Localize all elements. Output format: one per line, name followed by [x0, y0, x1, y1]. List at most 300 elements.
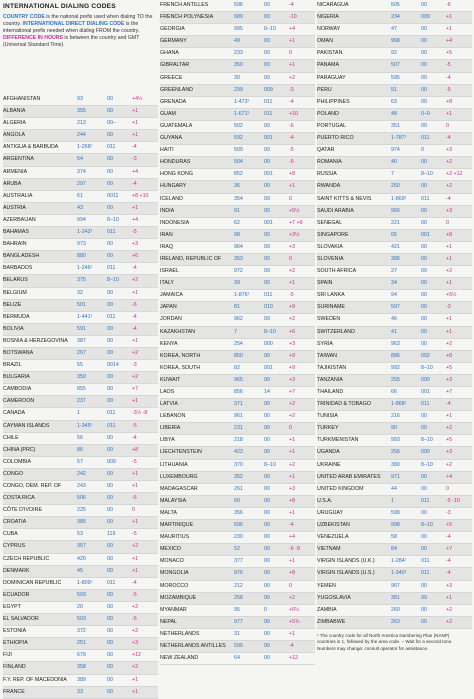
country-name: FIJI — [3, 652, 12, 659]
hour-difference: +2 — [289, 401, 296, 408]
country-name: GUATEMALA — [160, 122, 193, 129]
country-name: ESTONIA — [3, 628, 27, 635]
country-code: 56 — [77, 434, 83, 441]
country-name: FINLAND — [3, 664, 26, 671]
idd-code: 00 — [264, 570, 270, 577]
table-row — [317, 48, 472, 60]
table-row — [160, 435, 315, 447]
country-code: 504 — [234, 159, 243, 166]
idd-code: 00 — [421, 606, 427, 613]
table-row — [160, 36, 315, 48]
hour-difference: +1 — [132, 132, 139, 139]
idd-code: 00 — [107, 555, 113, 562]
table-row — [160, 0, 315, 12]
idd-code: 001 — [264, 364, 273, 371]
table-row — [3, 239, 158, 251]
country-code: 45 — [77, 567, 83, 574]
country-name: NETHERLANDS — [160, 630, 200, 637]
country-code: 260 — [391, 606, 400, 613]
country-name: F.Y. REP. OF MACEDONIA — [3, 676, 67, 683]
country-code: 1-473¹ — [234, 98, 250, 105]
table-row — [3, 94, 158, 106]
country-code: 852 — [234, 171, 243, 178]
idd-code: 00 — [107, 434, 113, 441]
idd-code: 001 — [264, 219, 273, 226]
idd-code: 0014 — [107, 362, 119, 369]
idd-code: 00 — [107, 483, 113, 489]
country-name: SINGAPORE — [317, 231, 349, 238]
country-name: VENEZUELA — [317, 534, 349, 541]
country-code: 20 — [77, 603, 83, 610]
hour-difference: +2 — [132, 277, 139, 284]
table-row — [160, 169, 315, 181]
idd-code: 00 — [107, 567, 113, 574]
hour-difference: +2 — [289, 268, 296, 275]
idd-code: 00 — [107, 108, 113, 115]
idd-code: 00 — [107, 253, 113, 260]
idd-code: 010 — [264, 304, 273, 311]
hour-difference: -5 — [132, 229, 137, 236]
table-row — [3, 529, 158, 541]
country-code: 502 — [234, 122, 243, 129]
table-row — [3, 469, 158, 481]
country-name: PORTUGAL — [317, 122, 347, 129]
hour-difference: +1 — [289, 183, 296, 190]
country-name: TUNISIA — [317, 413, 338, 420]
country-name: EGYPT — [3, 603, 21, 610]
table-row — [317, 399, 472, 411]
country-name: NIGERIA — [317, 14, 339, 21]
country-name: SAINT KITTS & NEVIS — [317, 195, 372, 202]
country-name: PHILIPPINES — [317, 98, 350, 105]
country-code: 1-809¹ — [77, 579, 93, 586]
hour-difference: +2 — [132, 664, 139, 671]
country-code: 255 — [391, 376, 400, 383]
table-row — [317, 85, 472, 97]
country-name: HONG KONG — [160, 171, 193, 178]
country-code: 58 — [391, 534, 397, 541]
country-name: PUERTO RICO — [317, 135, 354, 142]
table-row — [160, 48, 315, 60]
idd-code: 00 — [421, 509, 427, 516]
idd-code: 011 — [107, 229, 116, 236]
idd-code: 00 — [107, 676, 113, 683]
hour-difference: -5 — [132, 422, 137, 429]
table-row — [3, 348, 158, 360]
table-row — [3, 179, 158, 191]
table-row — [160, 266, 315, 278]
country-code: 244 — [77, 132, 86, 139]
country-name: SAUDI ARABIA — [317, 207, 354, 214]
hour-difference: -3½ -8 — [132, 410, 148, 417]
idd-code: 00 — [264, 268, 270, 275]
table-row — [3, 457, 158, 469]
idd-code: 011 — [421, 401, 430, 408]
idd-code: 00 — [421, 473, 427, 480]
table-row — [3, 300, 158, 312]
country-name: INDONESIA — [160, 219, 190, 226]
idd-code: 00 — [107, 156, 113, 163]
hour-difference: +1 — [446, 26, 453, 33]
hour-difference: +8 — [132, 446, 139, 453]
country-code: 386 — [391, 255, 400, 262]
idd-code: 00 — [264, 243, 270, 250]
table-row — [317, 593, 472, 605]
hour-difference: +1 — [446, 316, 453, 323]
table-row — [317, 24, 472, 36]
country-name: ETHIOPIA — [3, 640, 28, 647]
country-code: 261 — [234, 485, 243, 492]
country-name: DOMINICAN REPUBLIC — [3, 579, 62, 586]
country-code: 595 — [391, 74, 400, 81]
hour-difference: +9 — [289, 304, 296, 311]
idd-code: 00 — [264, 509, 270, 516]
hour-difference: +2 — [446, 340, 453, 347]
table-row — [3, 445, 158, 457]
hour-difference: +4 — [289, 534, 296, 541]
country-name: RWANDA — [317, 183, 341, 190]
table-row — [3, 154, 158, 166]
country-name: UNITED KINGDOM — [317, 485, 364, 492]
hour-difference: 0 — [289, 582, 292, 589]
table-row — [160, 496, 315, 508]
idd-code: 00 — [107, 337, 113, 344]
hour-difference: -6 — [289, 159, 294, 166]
country-code: 39 — [234, 280, 240, 287]
hour-difference: +1 — [132, 567, 139, 574]
country-code: 213 — [77, 120, 86, 127]
country-code: 1 — [391, 497, 394, 504]
hour-difference: -5 — [132, 531, 137, 538]
country-name: KOREA, NORTH — [160, 352, 201, 359]
hour-difference: +7 — [289, 389, 296, 395]
idd-code: 00 — [264, 401, 270, 408]
country-name: RUSSIA — [317, 171, 337, 178]
country-code: 420 — [77, 555, 86, 562]
country-code: 1-246¹ — [77, 265, 93, 272]
table-row — [3, 541, 158, 553]
country-name: INDIA — [160, 207, 175, 214]
country-name: BAHRAIN — [3, 241, 27, 248]
country-code: 46 — [391, 316, 397, 323]
table-row — [3, 602, 158, 614]
country-name: MARTINIQUE — [160, 522, 194, 529]
hour-difference: 0 — [446, 485, 449, 492]
idd-code: 00 — [264, 376, 270, 383]
hour-difference: +1 — [132, 398, 139, 405]
hour-difference: +4 — [132, 168, 139, 175]
idd-code: 00 — [264, 62, 270, 69]
country-name: ECUADOR — [3, 591, 30, 598]
country-name: ITALY — [160, 280, 174, 287]
country-code: 250 — [391, 183, 400, 190]
country-code: 966 — [391, 207, 400, 214]
country-name: U.S.A. — [317, 497, 333, 504]
rows-col-1 — [3, 94, 158, 699]
hour-difference: +5¾ — [289, 618, 300, 625]
country-name: BELGIUM — [3, 289, 27, 296]
country-code: 1-284¹ — [391, 558, 407, 565]
hour-difference: +1 — [446, 14, 453, 21]
idd-code: 001 — [264, 171, 273, 178]
idd-code: 00 — [107, 168, 113, 175]
column-3 — [317, 0, 472, 652]
idd-code: 0 — [264, 606, 267, 613]
country-code: 86 — [77, 446, 83, 453]
country-code: 95 — [234, 606, 240, 613]
country-code: 256 — [391, 449, 400, 456]
idd-code: 00 — [264, 642, 270, 649]
table-row — [3, 578, 158, 590]
country-name: TRINIDAD & TOBAGO — [317, 401, 371, 408]
idd-code: 00 — [421, 255, 427, 262]
hour-difference: -4 — [132, 265, 137, 272]
idd-code: 00 — [264, 14, 270, 21]
hour-difference: +1 — [446, 243, 453, 250]
country-code: 81 — [234, 304, 240, 311]
hour-difference: -4 — [446, 570, 451, 577]
country-name: HUNGARY — [160, 183, 187, 190]
hour-difference: +1 — [132, 470, 139, 477]
table-row — [317, 605, 472, 617]
hour-difference: -5 — [446, 62, 451, 69]
hour-difference: +2 — [289, 413, 296, 420]
hour-difference: +6 — [289, 328, 296, 335]
table-row — [317, 230, 472, 242]
country-name: DENMARK — [3, 567, 30, 574]
table-row — [160, 24, 315, 36]
country-name: SLOVAKIA — [317, 243, 343, 250]
hour-difference: -4 — [289, 2, 294, 8]
hour-difference: +3 — [446, 147, 453, 154]
hour-difference: +3 — [446, 207, 453, 214]
idd-code: 00 — [107, 688, 113, 695]
idd-code: 00 — [264, 159, 270, 166]
country-code: 973 — [77, 241, 86, 248]
idd-code: 00 — [264, 195, 270, 202]
idd-code: 119 — [107, 531, 116, 538]
footnotes — [317, 633, 472, 653]
idd-code: 00 — [107, 470, 113, 477]
table-row — [317, 363, 472, 375]
idd-code: 00 — [107, 616, 113, 623]
table-row — [3, 481, 158, 493]
country-code: 1-441¹ — [77, 313, 93, 320]
table-row — [3, 396, 158, 408]
table-row — [317, 12, 472, 24]
idd-code: 00 — [264, 437, 270, 444]
country-code: 36 — [234, 183, 240, 190]
country-name: IRELAND, REPUBLIC OF — [160, 255, 222, 262]
idd-code: 001 — [264, 135, 273, 142]
idd-code: 00 — [421, 316, 427, 323]
table-row — [160, 218, 315, 230]
hour-difference: +8 +10 — [132, 192, 149, 199]
table-row — [3, 493, 158, 505]
table-row — [317, 73, 472, 85]
hour-difference: +1 — [132, 483, 139, 489]
country-name: PAKISTAN — [317, 50, 343, 57]
table-row — [160, 242, 315, 254]
table-row — [3, 650, 158, 662]
hour-difference: -5 — [132, 591, 137, 598]
country-name: BELARUS — [3, 277, 28, 284]
hour-difference: 0 — [446, 219, 449, 226]
table-row — [160, 278, 315, 290]
table-row — [3, 384, 158, 396]
country-name: MADAGASCAR — [160, 485, 198, 492]
table-row — [317, 206, 472, 218]
hour-difference: +8 — [289, 570, 296, 577]
hour-difference: +3½ — [289, 231, 300, 238]
country-name: CANADA — [3, 410, 26, 417]
table-row — [317, 314, 472, 326]
hour-difference: +3 — [289, 243, 296, 250]
hour-difference: +8 — [289, 497, 296, 504]
country-code: 967 — [391, 582, 400, 589]
hour-difference: +8 — [446, 98, 453, 105]
idd-code: 00 — [107, 603, 113, 610]
idd-code: 00 — [107, 204, 113, 211]
hour-difference: +2 — [132, 603, 139, 610]
hour-difference: -3 — [132, 156, 137, 163]
idd-code: 00 — [264, 497, 270, 504]
hour-difference: -5 -10 — [446, 497, 460, 504]
idd-code: 8–10 — [421, 522, 433, 529]
table-row — [160, 423, 315, 435]
table-row — [160, 85, 315, 97]
country-name: ARGENTINA — [3, 156, 34, 163]
hour-difference: +2 — [132, 628, 139, 635]
idd-code: 00 — [421, 86, 427, 93]
idd-code: 00 — [264, 485, 270, 492]
table-row — [3, 275, 158, 287]
idd-code: 00 — [421, 26, 427, 33]
table-row — [3, 191, 158, 203]
hour-difference: -5 — [289, 147, 294, 154]
idd-code: 99 — [421, 594, 427, 601]
table-row — [160, 194, 315, 206]
legend-idd-text: is the international prefix needed when dialing FROM the country. — [3, 20, 140, 34]
country-name: BRAZIL — [3, 362, 22, 369]
country-code: 381 — [391, 594, 400, 601]
country-name: CHINA (PRC) — [3, 446, 36, 453]
country-name: ARUBA — [3, 180, 22, 187]
country-code: 62 — [234, 219, 240, 226]
hour-difference: +6 — [132, 253, 139, 260]
country-name: ZIMBABWE — [317, 618, 346, 625]
table-row — [317, 194, 472, 206]
hour-difference: +5½ — [446, 292, 457, 299]
table-row — [160, 484, 315, 496]
country-name: BERMUDA — [3, 313, 30, 320]
idd-code: 009 — [264, 86, 273, 93]
table-row — [3, 614, 158, 626]
table-row — [160, 641, 315, 653]
hour-difference: +2 — [446, 606, 453, 613]
country-code: 1-268¹ — [77, 144, 93, 151]
idd-code: 00 — [421, 122, 427, 129]
country-code: 1-869¹ — [391, 195, 407, 202]
country-code: 977 — [234, 618, 243, 625]
idd-code: 011 — [421, 558, 430, 565]
idd-code: 011 — [107, 410, 116, 417]
legend-country-code-text: is the national prefix used when dialing TO the country. — [3, 14, 153, 27]
country-name: GREECE — [160, 74, 183, 81]
country-code: 370 — [234, 461, 243, 468]
country-name: NICARAGUA — [317, 2, 349, 8]
hour-difference: +4½ — [132, 96, 143, 102]
table-row — [3, 517, 158, 529]
hour-difference: -5 — [446, 86, 451, 93]
hour-difference: -4 — [132, 313, 137, 320]
idd-code: 00 — [421, 485, 427, 492]
country-name: BELIZE — [3, 301, 22, 308]
idd-code: 00 — [107, 628, 113, 635]
table-row — [160, 363, 315, 375]
table-row — [160, 532, 315, 544]
country-name: TAJIKISTAN — [317, 364, 347, 371]
hour-difference: +6½ — [289, 606, 300, 613]
table-row — [160, 460, 315, 472]
table-row — [317, 242, 472, 254]
idd-code: 00 — [264, 425, 270, 432]
idd-code: 00 — [421, 219, 427, 226]
idd-code: 00 — [421, 2, 427, 8]
country-code: 82 — [234, 364, 240, 371]
table-row — [160, 593, 315, 605]
hour-difference: +2 — [446, 268, 453, 275]
country-code: 385 — [77, 519, 86, 526]
table-row — [317, 447, 472, 459]
table-row — [3, 118, 158, 130]
hour-difference: +2 — [132, 543, 139, 550]
hour-difference: -4 — [446, 558, 451, 565]
hour-difference: +1 — [446, 594, 453, 601]
hour-difference: +1 — [289, 62, 296, 69]
country-code: 237 — [77, 398, 86, 405]
hour-difference: -4 — [132, 180, 137, 187]
country-code: 54 — [77, 156, 83, 163]
country-name: KUWAIT — [160, 376, 181, 383]
table-row — [160, 97, 315, 109]
footnote-numbers-change: Numbers may change; consult operator for assistance. — [317, 645, 429, 651]
table-row — [160, 447, 315, 459]
hour-difference: +3 — [289, 340, 296, 347]
table-row — [317, 302, 472, 314]
hour-difference: -4 — [132, 579, 137, 586]
country-name: SYRIA — [317, 340, 333, 347]
hour-difference: -4 — [446, 534, 451, 541]
table-row — [317, 97, 472, 109]
table-row — [317, 544, 472, 556]
idd-code: 00 — [421, 280, 427, 287]
table-row — [3, 324, 158, 336]
hour-difference: +3 — [446, 449, 453, 456]
idd-code: 00 — [421, 328, 427, 335]
idd-code: 00 — [264, 449, 270, 456]
table-row — [317, 327, 472, 339]
table-row — [160, 12, 315, 24]
table-row — [3, 505, 158, 517]
idd-code: 00 — [264, 473, 270, 480]
country-name: GRENADA — [160, 98, 187, 105]
country-name: OMAN — [317, 38, 333, 45]
country-name: MOZAMBIQUE — [160, 594, 197, 601]
table-row — [317, 145, 472, 157]
hour-difference: +4 — [446, 38, 453, 45]
country-code: 1-876¹ — [234, 292, 250, 299]
